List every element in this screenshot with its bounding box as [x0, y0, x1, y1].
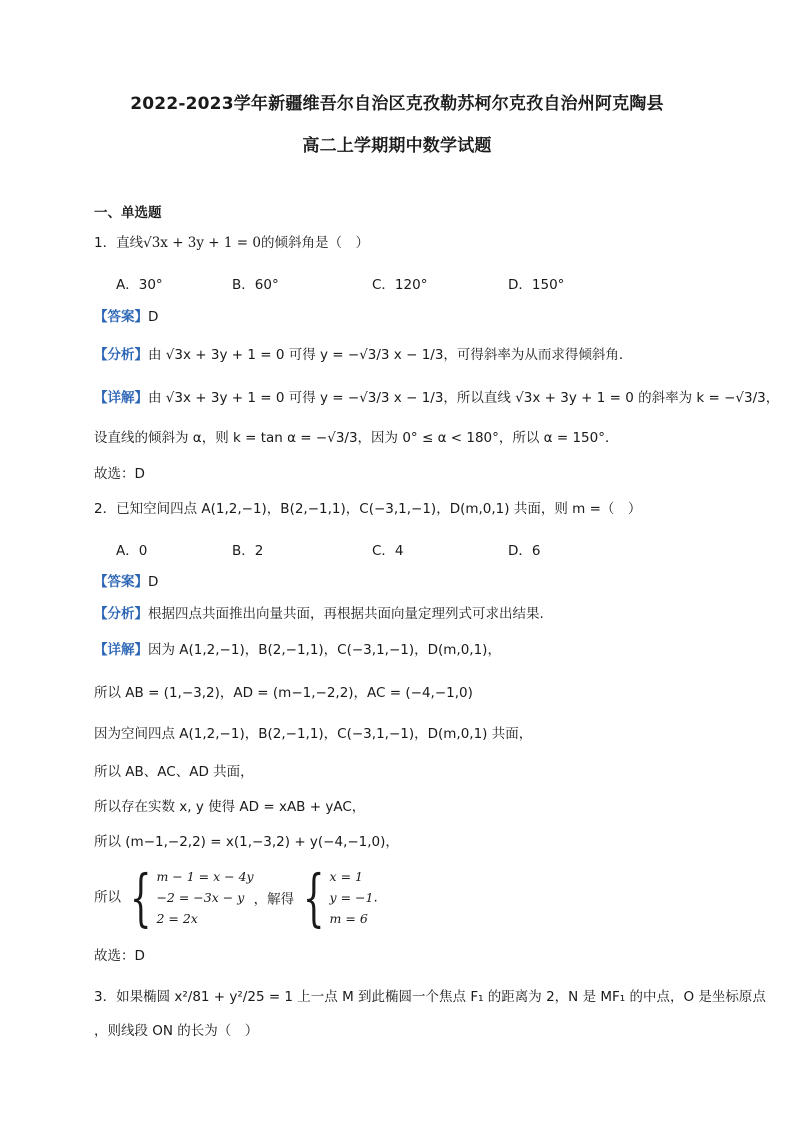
- q1-analysis-text: 由 √3x + 3y + 1 = 0 可得 y = −√3/3 x − 1/3，可得斜率为从而求得倾斜角．: [148, 347, 633, 363]
- q2-option-d: D．6: [508, 543, 541, 559]
- q2-system-eq-1: m − 1 = x − 4y: [156, 869, 254, 884]
- q1-prompt-prefix: 1．直线: [94, 235, 144, 251]
- left-brace-icon: {: [302, 860, 325, 934]
- document-title-line-1: 2022-2023学年新疆维吾尔自治区克孜勒苏柯尔克孜自治州阿克陶县: [130, 94, 664, 114]
- analysis-tag: 【分析】: [94, 606, 148, 622]
- q1-prompt: [94, 233, 369, 253]
- left-brace-icon: {: [129, 860, 152, 934]
- detail-tag: 【详解】: [94, 390, 148, 406]
- q2-answer: [94, 572, 158, 592]
- q1-equation: √3x + 3y + 1 = 0: [143, 235, 261, 251]
- q1-prompt-suffix: 的倾斜角是（ ）: [260, 235, 369, 251]
- q2-detail-7: [94, 860, 378, 934]
- q2-solution: [330, 866, 374, 929]
- q1-answer-value: D: [148, 309, 159, 325]
- q2-detail-7-mid: ，解得: [253, 891, 295, 908]
- q2-analysis: [94, 604, 544, 624]
- q2-option-c: C．4: [372, 543, 404, 559]
- document-title-line-2: 高二上学期期中数学试题: [302, 136, 492, 156]
- q2-detail-4: 所以 AB、AC、AD 共面，: [94, 764, 254, 780]
- q1-detail-text-1: 由 √3x + 3y + 1 = 0 可得 y = −√3/3 x − 1/3，所以直线 √3x + 3y + 1 = 0 的斜率为 k = −√3/3，: [148, 390, 780, 406]
- q1-option-b: B．60°: [232, 277, 279, 293]
- q3-prompt-1: 3．如果椭圆 x²/81 + y²/25 = 1 上一点 M 到此椭圆一个焦点 F₁ 的距离为 2，N 是 MF₁ 的中点，O 是坐标原点: [94, 989, 766, 1005]
- q2-detail-7-suffix: .: [373, 889, 378, 906]
- detail-tag: 【详解】: [94, 642, 148, 658]
- q2-detail-6: 所以 (m−1,−2,2) = x(1,−3,2) + y(−4,−1,0)，: [94, 834, 399, 850]
- q1-detail-1: [94, 388, 779, 408]
- q2-detail-text-1: 因为 A(1,2,−1)，B(2,−1,1)，C(−3,1,−1)，D(m,0,1)，: [148, 642, 501, 658]
- q2-system-eq-2: −2 = −3x − y: [156, 890, 245, 905]
- q1-detail-2: 设直线的倾斜为 α，则 k = tan α = −√3/3，因为 0° ≤ α < 180°，所以 α = 150°．: [94, 430, 619, 446]
- q2-prompt: 2．已知空间四点 A(1,2,−1)，B(2,−1,1)，C(−3,1,−1)，D(m,0,1) 共面，则 m =（ ）: [94, 501, 642, 517]
- q1-conclusion: 故选：D: [94, 466, 145, 482]
- q2-analysis-text: 根据四点共面推出向量共面，再根据共面向量定理列式可求出结果.: [148, 606, 544, 622]
- q1-analysis: [94, 345, 632, 365]
- q2-answer-value: D: [148, 574, 159, 590]
- q2-detail-5: 所以存在实数 x, y 使得 AD = xAB + yAC，: [94, 799, 366, 815]
- section-heading: 一、单选题: [94, 205, 162, 221]
- q2-detail-2: 所以 AB = (1,−3,2)，AD = (m−1,−2,2)，AC = (−4,−1,0): [94, 685, 473, 701]
- q2-solution-x: x = 1: [329, 869, 363, 884]
- analysis-tag: 【分析】: [94, 347, 148, 363]
- q1-option-d: D．150°: [508, 277, 565, 293]
- q2-solution-m: m = 6: [329, 911, 368, 926]
- answer-tag: 【答案】: [94, 574, 148, 590]
- q2-detail-7-prefix: 所以: [94, 889, 121, 906]
- q2-system: [156, 866, 253, 929]
- q2-conclusion: 故选：D: [94, 948, 145, 964]
- q1-option-c: C．120°: [372, 277, 428, 293]
- q2-solution-y: y = −1: [329, 890, 374, 905]
- q2-option-b: B．2: [232, 543, 264, 559]
- q1-option-a: A．30°: [116, 277, 163, 293]
- q3-prompt-2: ，则线段 ON 的长为（ ）: [94, 1023, 259, 1039]
- answer-tag: 【答案】: [94, 309, 148, 325]
- q2-detail-3: 因为空间四点 A(1,2,−1)，B(2,−1,1)，C(−3,1,−1)，D(m,0,1) 共面，: [94, 726, 533, 742]
- q2-option-a: A．0: [116, 543, 148, 559]
- q2-detail-1: [94, 640, 501, 660]
- q2-system-eq-3: 2 = 2x: [156, 911, 198, 926]
- q1-answer: [94, 307, 158, 327]
